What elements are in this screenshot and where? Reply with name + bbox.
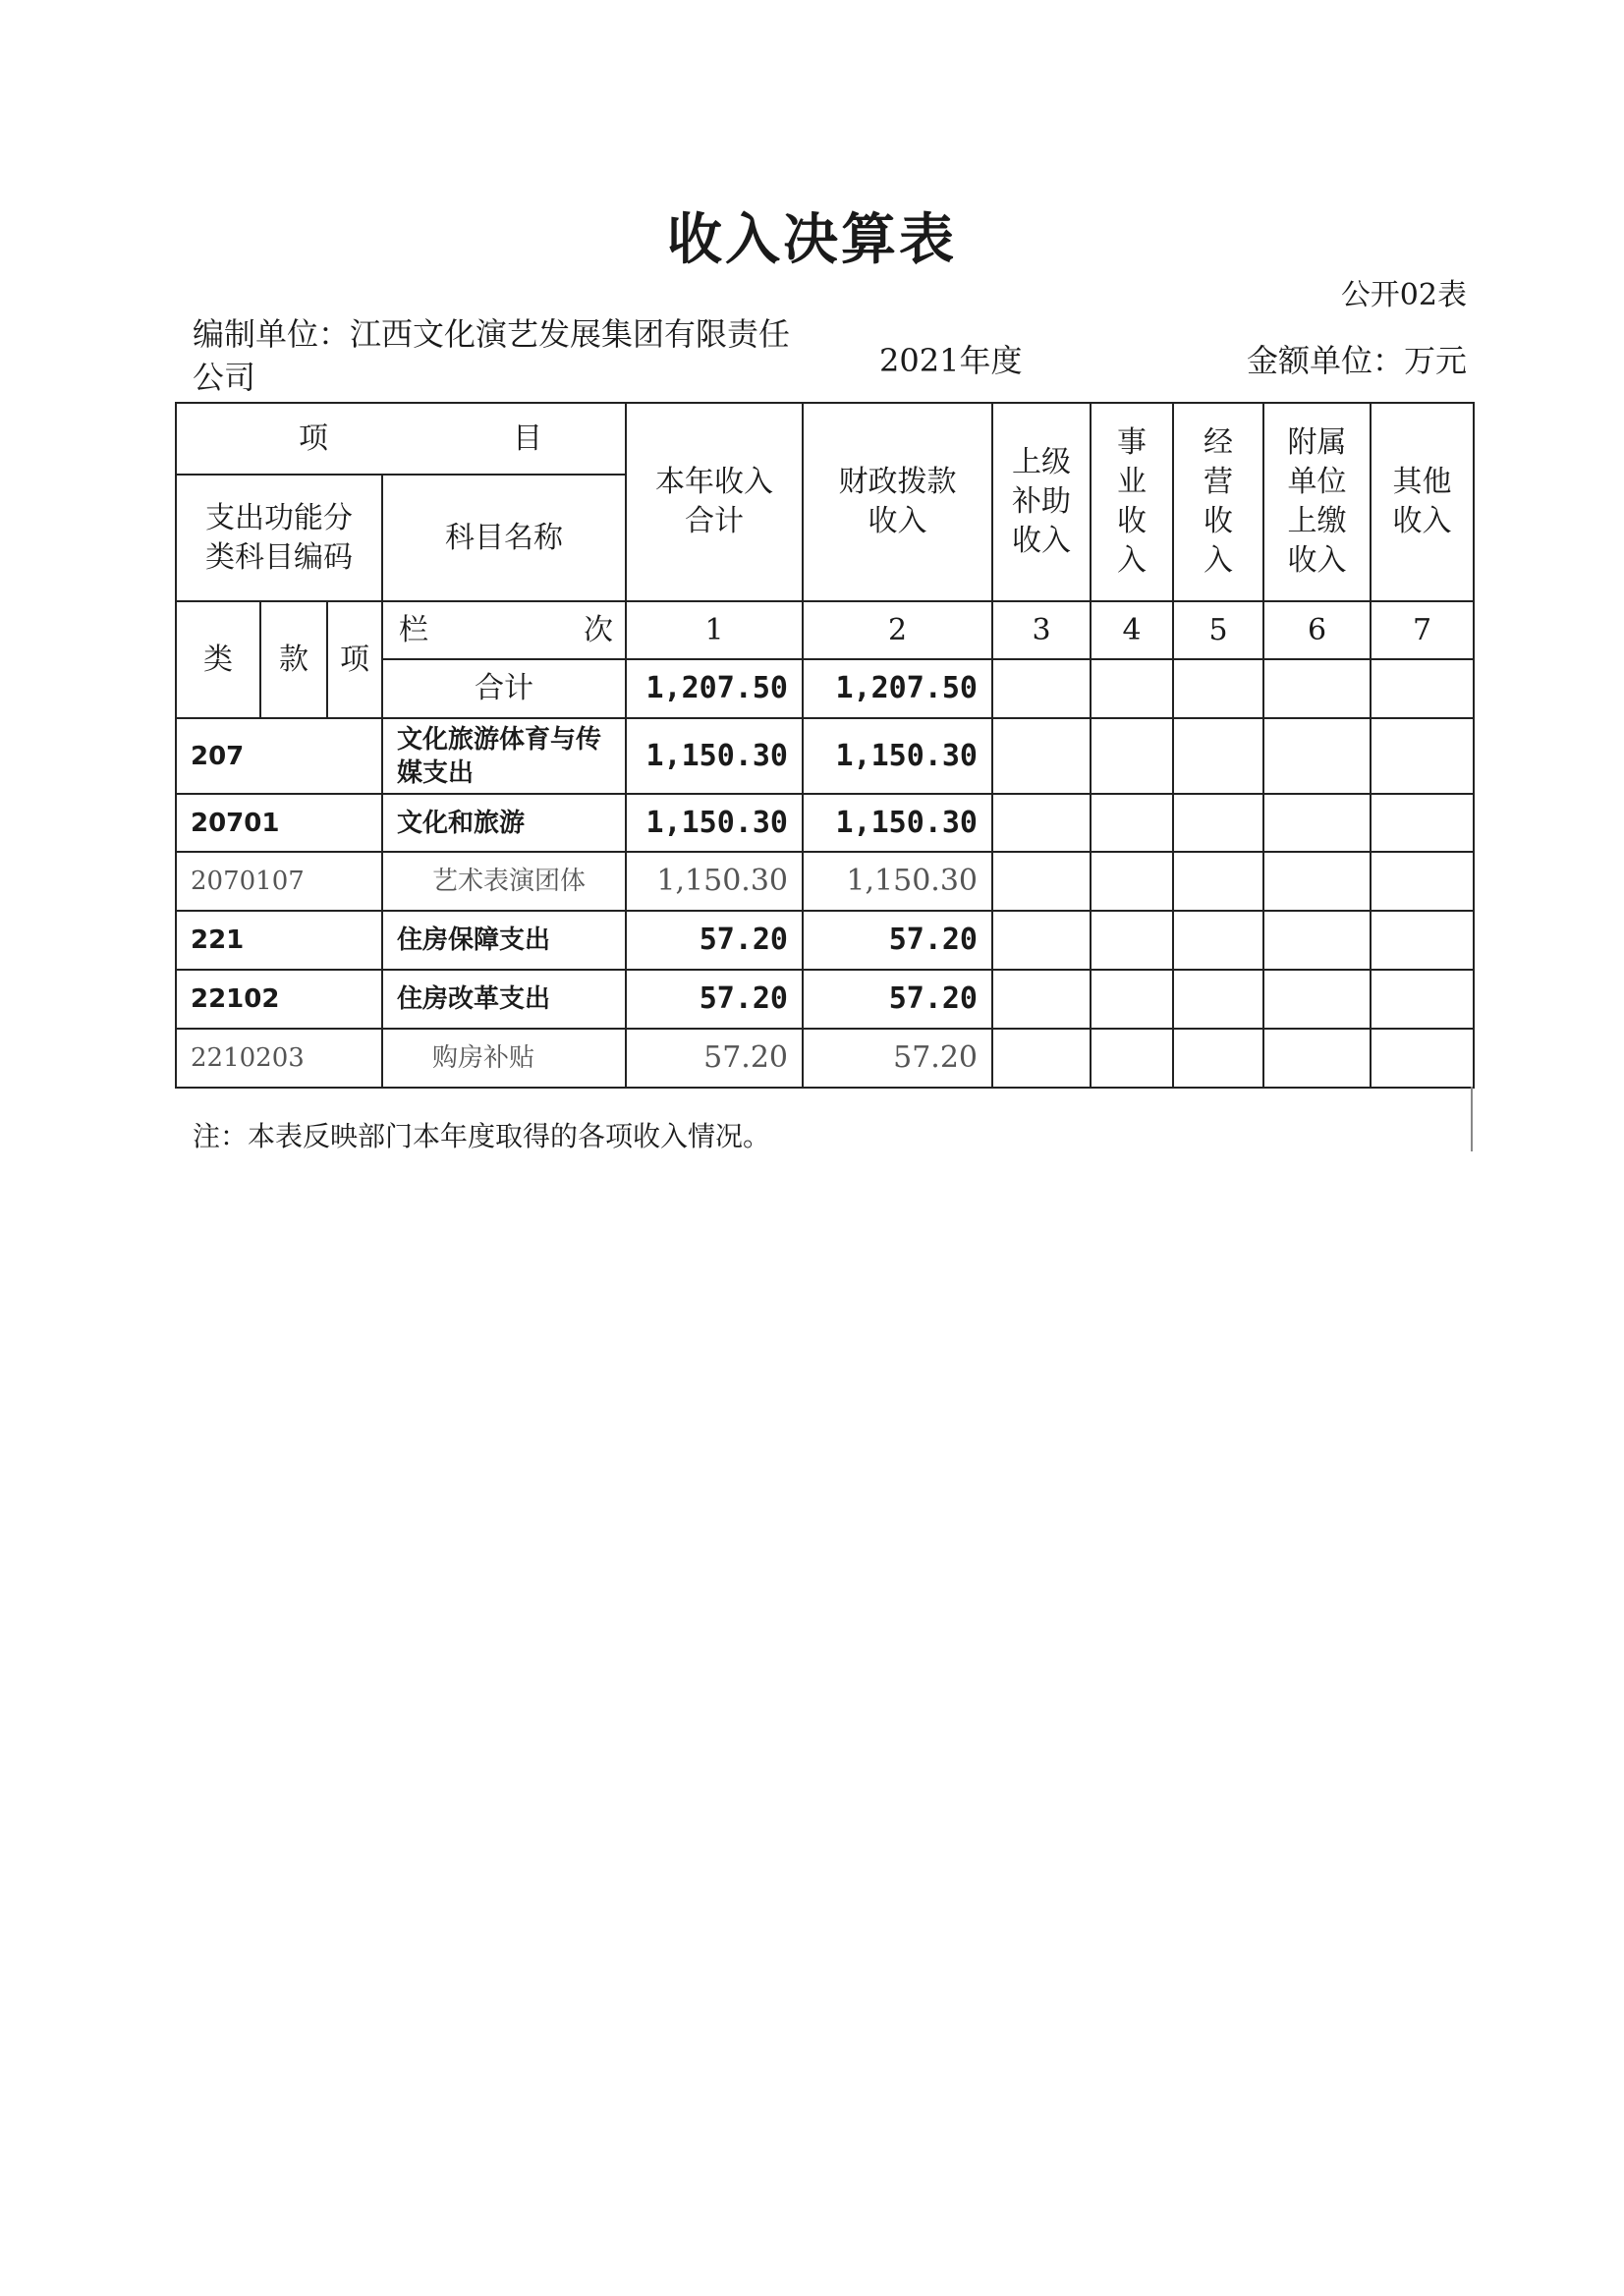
column-label-b: 次 — [584, 612, 613, 647]
empty-cell — [1371, 659, 1474, 718]
row-name: 住房改革支出 — [382, 970, 626, 1029]
total-label: 合计 — [382, 659, 626, 718]
row-fiscal: 57.20 — [803, 970, 992, 1029]
empty-cell — [1173, 911, 1263, 970]
header-project — [176, 403, 626, 475]
row-fiscal: 1,150.30 — [803, 718, 992, 794]
page-title: 收入决算表 — [667, 208, 957, 272]
header-superior: 上级补助收入 — [992, 403, 1091, 601]
empty-cell — [1263, 1029, 1371, 1088]
row-code: 2210203 — [176, 1029, 382, 1088]
empty-cell — [1091, 718, 1173, 794]
header-code: 支出功能分类科目编码 — [176, 475, 382, 601]
empty-cell — [1263, 794, 1371, 852]
column-number: 7 — [1371, 601, 1474, 659]
column-label — [382, 601, 626, 659]
empty-cell — [1173, 970, 1263, 1029]
header-xiang: 项 — [327, 601, 382, 718]
row-fiscal: 57.20 — [803, 911, 992, 970]
column-number: 6 — [1263, 601, 1371, 659]
row-total: 1,150.30 — [626, 852, 803, 911]
row-code: 22102 — [176, 970, 382, 1029]
empty-cell — [1091, 794, 1173, 852]
empty-cell — [1371, 1029, 1474, 1088]
row-code: 221 — [176, 911, 382, 970]
table-edge-line — [1471, 1087, 1473, 1151]
column-number: 4 — [1091, 601, 1173, 659]
empty-cell — [992, 852, 1091, 911]
empty-cell — [1091, 852, 1173, 911]
header-total-income: 本年收入合计 — [626, 403, 803, 601]
empty-cell — [1173, 1029, 1263, 1088]
header-project-a: 项 — [299, 420, 328, 456]
empty-cell — [1263, 659, 1371, 718]
header-subject-name: 科目名称 — [382, 475, 626, 601]
empty-cell — [1173, 718, 1263, 794]
empty-cell — [1091, 1029, 1173, 1088]
row-name: 文化旅游体育与传媒支出 — [382, 718, 626, 794]
empty-cell — [1371, 911, 1474, 970]
row-total: 57.20 — [626, 1029, 803, 1088]
empty-cell — [1091, 659, 1173, 718]
column-number: 2 — [803, 601, 992, 659]
row-total: 57.20 — [626, 970, 803, 1029]
header-other: 其他收入 — [1371, 403, 1474, 601]
column-number: 5 — [1173, 601, 1263, 659]
empty-cell — [1263, 852, 1371, 911]
empty-cell — [1371, 794, 1474, 852]
empty-cell — [1371, 852, 1474, 911]
column-number: 1 — [626, 601, 803, 659]
row-name: 艺术表演团体 — [382, 852, 626, 911]
form-number: 公开02表 — [1340, 278, 1467, 312]
empty-cell — [992, 794, 1091, 852]
row-fiscal: 1,150.30 — [803, 794, 992, 852]
empty-cell — [1371, 970, 1474, 1029]
empty-cell — [1263, 718, 1371, 794]
income-table — [175, 402, 1475, 1089]
row-total: 57.20 — [626, 911, 803, 970]
total-fiscal-value: 1,207.50 — [803, 659, 992, 718]
empty-cell — [1371, 718, 1474, 794]
fiscal-year: 2021年度 — [879, 342, 1023, 379]
row-name: 住房保障支出 — [382, 911, 626, 970]
column-label-a: 栏 — [399, 612, 428, 647]
empty-cell — [1173, 659, 1263, 718]
row-code: 20701 — [176, 794, 382, 852]
compiling-unit: 编制单位：江西文化演艺发展集团有限责任公司 — [193, 315, 791, 396]
empty-cell — [1173, 852, 1263, 911]
empty-cell — [1263, 970, 1371, 1029]
row-fiscal: 1,150.30 — [803, 852, 992, 911]
empty-cell — [992, 1029, 1091, 1088]
empty-cell — [992, 718, 1091, 794]
header-project-b: 目 — [513, 420, 542, 456]
empty-cell — [992, 659, 1091, 718]
row-code: 207 — [176, 718, 382, 794]
empty-cell — [992, 911, 1091, 970]
header-affiliated: 附属单位上缴收入 — [1263, 403, 1371, 601]
header-operating: 经营收入 — [1173, 403, 1263, 601]
header-kuan: 款 — [260, 601, 327, 718]
row-code: 2070107 — [176, 852, 382, 911]
row-name: 文化和旅游 — [382, 794, 626, 852]
empty-cell — [1263, 911, 1371, 970]
row-total: 1,150.30 — [626, 718, 803, 794]
row-name: 购房补贴 — [382, 1029, 626, 1088]
empty-cell — [1091, 970, 1173, 1029]
empty-cell — [992, 970, 1091, 1029]
column-number: 3 — [992, 601, 1091, 659]
header-business: 事业收入 — [1091, 403, 1173, 601]
header-fiscal: 财政拨款收入 — [803, 403, 992, 601]
row-fiscal: 57.20 — [803, 1029, 992, 1088]
header-lei: 类 — [176, 601, 260, 718]
empty-cell — [1091, 911, 1173, 970]
table-note: 注：本表反映部门本年度取得的各项收入情况。 — [193, 1120, 771, 1152]
row-total: 1,150.30 — [626, 794, 803, 852]
empty-cell — [1173, 794, 1263, 852]
amount-unit: 金额单位：万元 — [1246, 342, 1467, 379]
total-income-value: 1,207.50 — [626, 659, 803, 718]
